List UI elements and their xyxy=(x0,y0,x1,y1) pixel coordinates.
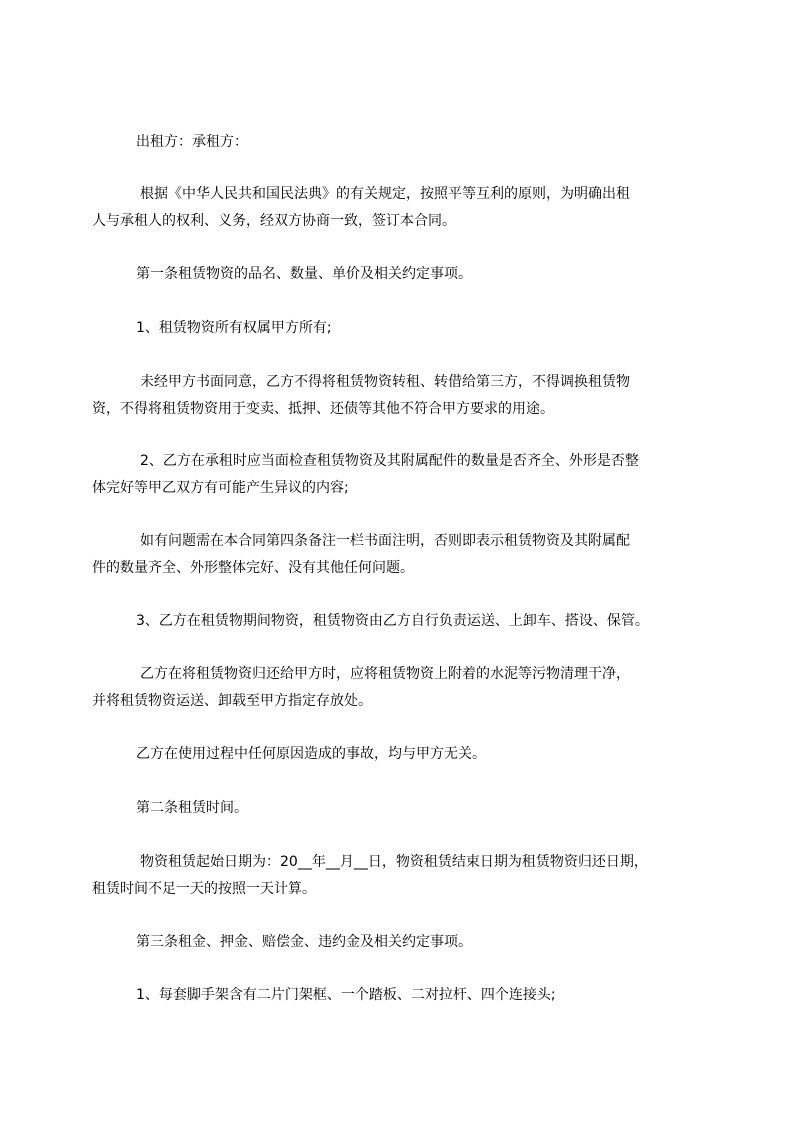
text-line: 第二条租赁时间。 xyxy=(136,800,248,816)
text-line: 根据《中华人民共和国民法典》的有关规定，按照平等互利的原则，为明确出租 xyxy=(140,186,630,202)
text-line: 1、租赁物资所有权属甲方所有; xyxy=(136,320,332,336)
text-line: 2、乙方在承租时应当面检查租赁物资及其附属配件的数量是否齐全、外形是否整 xyxy=(140,453,639,469)
text-line: 未经甲方书面同意，乙方不得将租赁物资转租、转借给第三方，不得调换租赁物 xyxy=(140,374,630,390)
text-line: 1、每套脚手架含有二片门架框、一个踏板、二对拉杆、四个连接头; xyxy=(136,987,556,1003)
text-line: 物资租赁起始日期为：20__年__月__日，物资租赁结束日期为租赁物资归还日期， xyxy=(140,854,648,870)
text-line: 乙方在将租赁物资归还给甲方时，应将租赁物资上附着的水泥等污物清理干净， xyxy=(140,666,630,682)
text-line: 体完好等甲乙双方有可能产生异议的内容; xyxy=(92,480,349,496)
text-line: 第一条租赁物资的品名、数量、单价及相关约定事项。 xyxy=(136,266,472,282)
text-line: 并将租赁物资运送、卸载至甲方指定存放处。 xyxy=(92,693,372,709)
text-line: 件的数量齐全、外形整体完好、没有其他任何问题。 xyxy=(92,560,414,576)
text-line: 3、乙方在租赁物期间物资，租赁物资由乙方自行负责运送、上卸车、搭设、保管。 xyxy=(136,613,649,629)
text-line: 资，不得将租赁物资用于变卖、抵押、还债等其他不符合甲方要求的用途。 xyxy=(92,401,554,417)
text-line: 出租方：承租方： xyxy=(136,134,248,150)
text-line: 乙方在使用过程中任何原因造成的事故，均与甲方无关。 xyxy=(136,746,486,762)
text-line: 如有问题需在本合同第四条备注一栏书面注明，否则即表示租赁物资及其附属配 xyxy=(140,533,630,549)
text-line: 租赁时间不足一天的按照一天计算。 xyxy=(92,881,316,897)
text-line: 第三条租金、押金、赔偿金、违约金及相关约定事项。 xyxy=(136,934,472,950)
text-line: 人与承租人的权利、义务，经双方协商一致，签订本合同。 xyxy=(92,213,456,229)
